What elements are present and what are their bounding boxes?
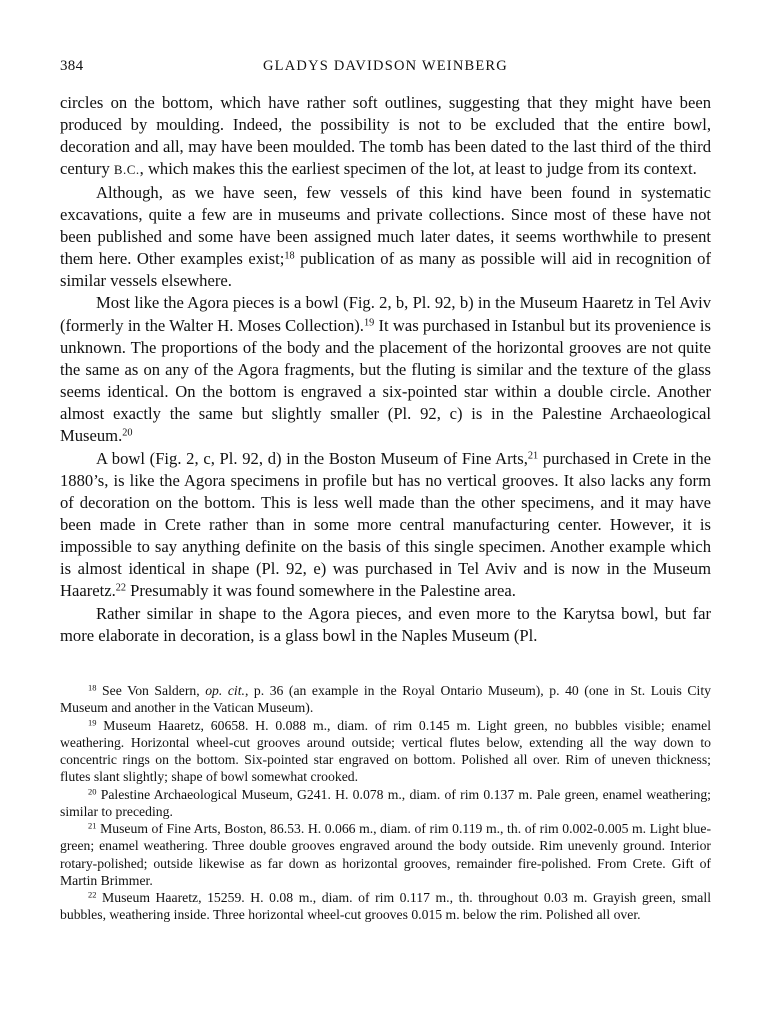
footnotes bbox=[60, 682, 711, 924]
footnote-18: $^{18}$ See Von Saldern, op. cit., p. 36 (an example in the Royal Ontario Museum), p. 40 (one in St. Louis City Museum and another in the Vatican Museum). bbox=[60, 682, 711, 716]
footnote-number: 22 bbox=[88, 889, 97, 900]
footnote-19: $^{19}$ Museum Haaretz, 60658. H. 0.088 m., diam. of rim 0.145 m. Light green, no bubbles visible; enamel weathering. Horizontal wheel-cut grooves around outside; vertical flutes below, extending all the way down to concentric rings on the bottom. Six-pointed star engraved on bottom. Polished all over. Rim of uneven thickness; flutes slant slightly; shape of bowl somewhat crooked. bbox=[60, 716, 711, 785]
paragraph-2: Although, as we have seen, few vessels of this kind have been found in systematic excavations, quite a few are in museums and private collections. Since most of these have not been published and some have been assigned much later dates, it seems worthwhile to present them here. Other examples exist;$^{18}$ publication of as many as possible will aid in recognition of similar vessels elsewhere. bbox=[60, 182, 711, 291]
footnote-ref-20[interactable]: 20 bbox=[122, 427, 133, 439]
footnote-20: $^{20}$ Palestine Archaeological Museum, G241. H. 0.078 m., diam. of rim 0.137 m. Pale green, enamel weathering; similar to preceding. bbox=[60, 785, 711, 819]
body-text bbox=[60, 92, 711, 647]
paragraph-3: Most like the Agora pieces is a bowl (Fig. 2, b, Pl. 92, b) in the Museum Haaretz in Tel Aviv (formerly in the Walter H. Moses Collection).$^{19}$ It was purchased in Istanbul but its provenience is unknown. The proportions of the body and the placement of the horizontal grooves are not quite the same as on any of the Agora fragments, but the fluting is similar and the texture of the glass seems identical. On the bottom is engraved a six-pointed star within a double circle. Another almost exactly the same but slightly smaller (Pl. 92, c) is in the Palestine Archaeological Museum.$^{20}$ bbox=[60, 293, 711, 446]
footnote-ref-19[interactable]: 19 bbox=[363, 316, 375, 328]
footnote-22: $^{22}$ Museum Haaretz, 15259. H. 0.08 m., diam. of rim 0.117 m., th. throughout 0.03 m. Grayish green, small bubbles, weathering inside. Three horizontal wheel-cut grooves 0.015 m. below the rim. Polished all over. bbox=[60, 889, 711, 923]
footnote-ref-21[interactable]: 21 bbox=[527, 449, 539, 461]
paragraph-5: Rather similar in shape to the Agora pieces, and even more to the Karytsa bowl, but far more elaborate in decoration, is a glass bowl in the Naples Museum (Pl. bbox=[60, 603, 711, 645]
page-header bbox=[60, 58, 711, 80]
era-abbreviation: B.C. bbox=[113, 162, 140, 178]
paragraph-1: circles on the bottom, which have rather soft outlines, suggesting that they might have been produced by moulding. Indeed, the possibility is not to be excluded that the entire bowl, decoration and all, may have been moulded. The tomb has been dated to the last third of the third century B.C., which makes this the earliest specimen of the lot, at least to judge from its context. bbox=[60, 93, 711, 179]
footnote-number: 20 bbox=[88, 785, 97, 796]
footnote-ref-18[interactable]: 18 bbox=[284, 250, 295, 262]
footnote-number: 18 bbox=[88, 682, 97, 693]
footnote-number: 21 bbox=[88, 820, 97, 831]
running-head: GLADYS DAVIDSON WEINBERG bbox=[263, 58, 508, 74]
footnote-21: $^{21}$ Museum of Fine Arts, Boston, 86.53. H. 0.066 m., diam. of rim 0.119 m., th. of rim 0.002-0.005 m. Light blue-green; enamel weathering. Three double grooves engraved around the body outside. Rim unevenly ground. Interior rotary-polished; outside likewise as far down as horizontal grooves, remainder fire-polished. From Crete. Gift of Martin Brimmer. bbox=[60, 820, 711, 888]
footnote-number: 19 bbox=[88, 716, 97, 727]
page-number: 384 bbox=[60, 58, 84, 74]
paragraph-4: A bowl (Fig. 2, c, Pl. 92, d) in the Boston Museum of Fine Arts,$^{21}$ purchased in Crete in the 1880’s, is like the Agora specimens in profile but has no vertical grooves. It also lacks any form of decoration on the bottom. This is less well made than the other specimens, and it may have been made in Crete rather than in some more central manufacturing center. However, it is impossible to say anything definite on the basis of this single specimen. Another example which is almost identical in shape (Pl. 92, e) was purchased in Tel Aviv and is now in the Museum Haaretz.$^{22}$ Presumably it was found somewhere in the Palestine area. bbox=[60, 448, 711, 601]
footnote-ref-22[interactable]: 22 bbox=[115, 582, 127, 594]
